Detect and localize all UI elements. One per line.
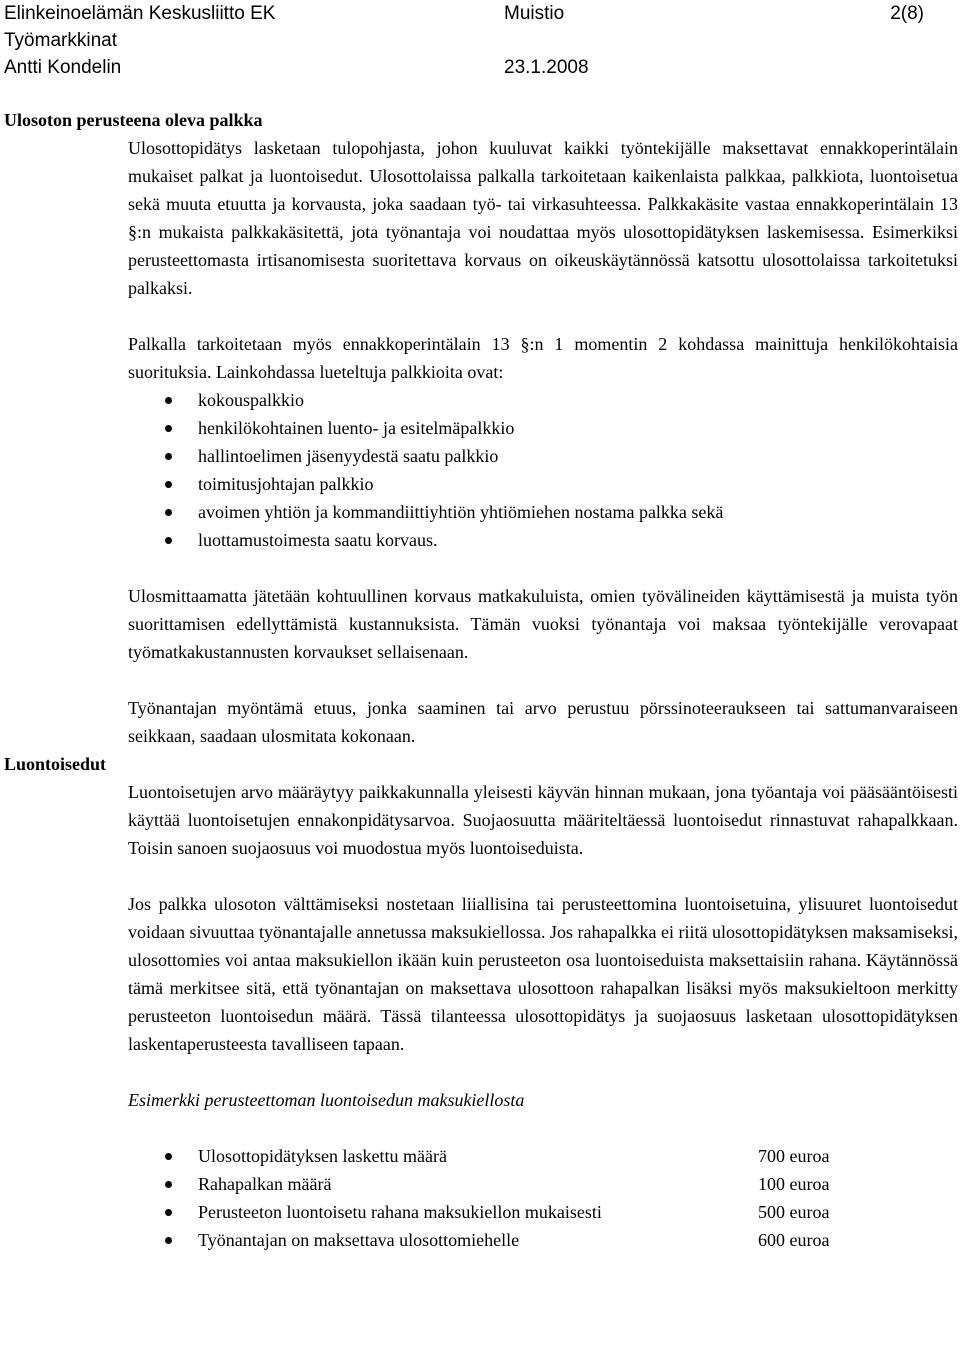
paragraph-henkilokohtaiset-suoritukset: Palkalla tarkoitetaan myös ennakkoperintälain 13 §:n 1 momentin 2 kohdassa mainittuja henkilökohtaisia suorituksia. Lainkohdassa lueteltuja palkkioita ovat: [128, 334, 958, 382]
example-amount: 100 euroa [758, 1174, 830, 1194]
header-row-3 [0, 54, 960, 81]
paragraph-tulopohja: Ulosottopidätys lasketaan tulopohjasta, johon kuuluvat kaikki työntekijälle maksettavat ennakkoperintälain mukaiset palkat ja luontoisedut. Ulosottolaissa palkalla tarkoitetaan kaikenlaista palkkaa, palkkiota, luontoisetua sekä muuta etuutta ja korvausta, joka saadaan työ- tai virkasuhteessa. Palkkakäsite vastaa ennakkoperintälain 13 §:n mukaista palkkakäsitettä, jota työnantaja voi noudattaa myös ulosottopidätyksen laskemisessa. Esimerkiksi perusteettomasta irtisanomisesta suoritettava korvaus on oikeuskäytännössä katsottu ulosottolaissa tarkoitetuksi palkaksi. [128, 138, 958, 298]
example-amount: 600 euroa [758, 1230, 830, 1250]
example-list [0, 1142, 960, 1254]
list-item [128, 1170, 960, 1198]
example-label: Työnantajan on maksettava ulosottomiehelle [198, 1230, 520, 1250]
example-label: Perusteeton luontoisetu rahana maksukiellon mukaisesti [198, 1202, 602, 1222]
list-item: avoimen yhtiön ja kommandiittiyhtiön yhtiömiehen nostama palkka sekä [128, 498, 960, 526]
example-amount: 700 euroa [758, 1146, 830, 1166]
list-item [128, 1198, 960, 1226]
example-title: Esimerkki perusteettoman luontoisedun maksukiellosta [128, 1090, 525, 1110]
author-name: Antti Kondelin [4, 57, 122, 78]
example-amount: 500 euroa [758, 1202, 830, 1222]
section-heading-luontoisedut: Luontoisedut [4, 754, 107, 774]
list-item [128, 1226, 960, 1254]
page-number: 2(8) [890, 3, 924, 24]
document-header [0, 0, 960, 81]
document-type: Muistio [504, 3, 565, 24]
example-label: Rahapalkan määrä [198, 1174, 332, 1194]
paragraph-luontoisetujen-arvo: Luontoisetujen arvo määräytyy paikkakunnalla yleisesti käyvän hinnan mukaan, jona työantaja voi pääsääntöisesti käyttää luontoisetujen ennakonpidätysarvoa. Suojaosuutta määriteltäessä luontoisedut rinnastuvat rahapalkkaan. Toisin sanoen suojaosuus voi muodostua myös luontoiseduista. [128, 782, 958, 858]
organization-name: Elinkeinoelämän Keskusliitto EK [4, 3, 276, 24]
header-row-1 [0, 0, 960, 27]
list-item [128, 1142, 960, 1170]
header-row-2 [0, 27, 960, 54]
list-item: luottamustoimesta saatu korvaus. [128, 526, 960, 554]
palkkio-list [0, 386, 960, 554]
list-item: kokouspalkkio [128, 386, 960, 414]
list-item: toimitusjohtajan palkkio [128, 470, 960, 498]
paragraph-porssinoteeraus: Työnantajan myöntämä etuus, jonka saaminen tai arvo perustuu pörssinoteeraukseen tai sattumanvaraiseen seikkaan, saadaan ulosmitata kokonaan. [128, 698, 958, 746]
list-item: hallintoelimen jäsenyydestä saatu palkkio [128, 442, 960, 470]
paragraph-ylisuuret-luontoisedut: Jos palkka ulosoton välttämiseksi nostetaan liiallisina tai perusteettomina luontoisetuina, ylisuuret luontoisedut voidaan sivuuttaa työnantajalle annetussa maksukiellossa. Jos rahapalkka ei riitä ulosottopidätyksen maksamiseksi, ulosottomies voi antaa maksukiellon ikään kuin perusteeton osa luontoiseduista maksettaisiin rahana. Käytännössä tämä merkitsee sitä, että työnantajan on maksettava ulosottoon rahapalkan lisäksi myös maksukieltoon merkitty perusteeton luontoisedun määrä. Tässä tilanteessa ulosottopidätys ja suojaosuus lasketaan ulosottopidätyksen laskentaperusteesta tavalliseen tapaan. [128, 894, 958, 1054]
paragraph-ulosmittaamatta: Ulosmittaamatta jätetään kohtuullinen korvaus matkakuluista, omien työvälineiden käyttämisestä ja muista työn suorittamisen edellyttämistä kustannuksista. Tämän vuoksi työnantaja voi maksaa työntekijälle verovapaat työmatkakustannusten korvaukset sellaisenaan. [128, 586, 958, 662]
document-date: 23.1.2008 [504, 57, 589, 78]
section-heading-ulosoton-palkka: Ulosoton perusteena oleva palkka [4, 110, 263, 130]
example-label: Ulosottopidätyksen laskettu määrä [198, 1146, 447, 1166]
department-name: Työmarkkinat [4, 30, 117, 51]
document-body [0, 106, 960, 1254]
list-item: henkilökohtainen luento- ja esitelmäpalkkio [128, 414, 960, 442]
